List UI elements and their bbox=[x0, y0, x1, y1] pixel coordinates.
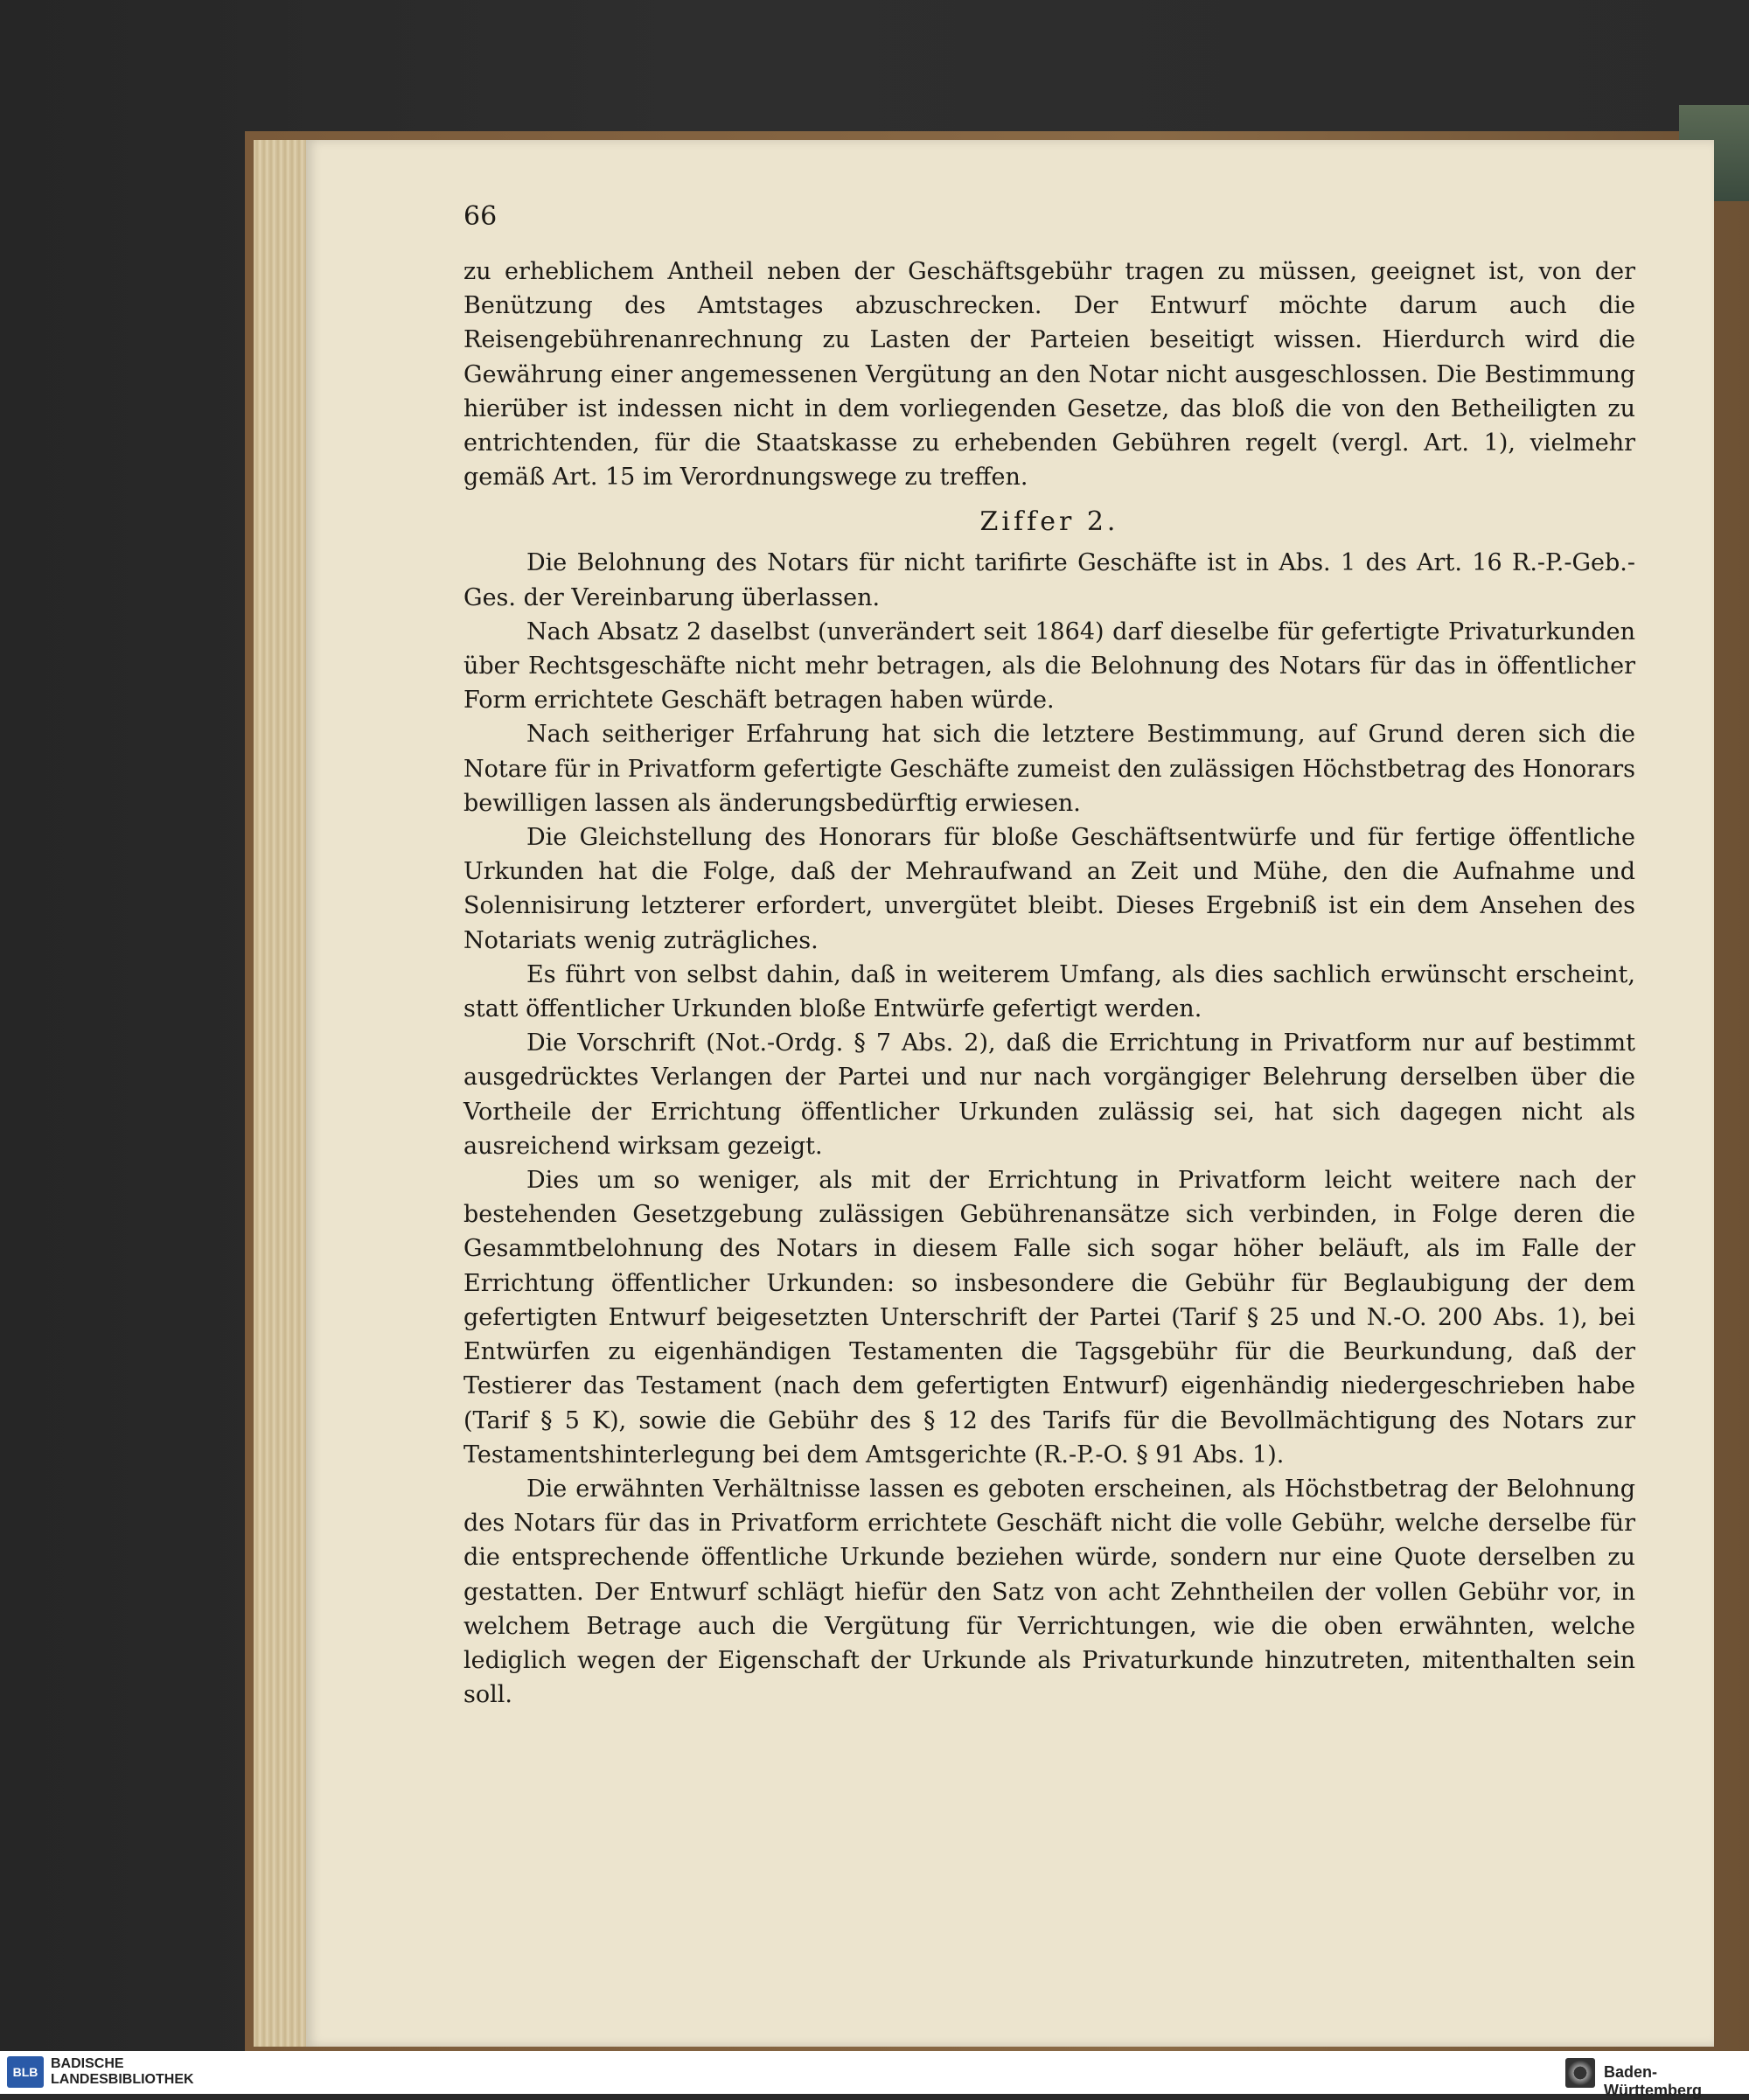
paragraph: Die Belohnung des Notars für nicht tarifirte Geschäfte ist in Abs. 1 des Art. 16 R.-P.-Geb.-Ges. der Vereinbarung überlassen. bbox=[463, 549, 1635, 611]
paragraph: Es führt von selbst dahin, daß in weiterem Umfang, als dies sachlich erwünscht erscheint, statt öffentlicher Urkunden bloße Entwürfe gefertigt werden. bbox=[463, 960, 1635, 1023]
paragraph: zu erheblichem Antheil neben der Geschäftsgebühr tragen zu müssen, geeignet ist, von der Benützung des Amtstages abzuschrecken. Der Entwurf möchte darum auch die Reisengebührenanrechnung zu Lasten der Parteien beseitigt wissen. Hierdurch wird die Gewährung einer angemessenen Vergütung an den Notar nicht ausgeschlossen. Die Bestimmung hierüber ist indessen nicht in dem vorliegenden Gesetze, das bloß die von den Betheiligten zu entrichtenden, für die Staatskasse zu erhebenden Gebühren regelt (vergl. Art. 1), vielmehr gemäß Art. 15 im Verordnungswege zu treffen. bbox=[463, 258, 1635, 492]
page-content bbox=[463, 201, 1635, 1712]
paragraph: Die Gleichstellung des Honorars für bloße Geschäftsentwürfe und für fertige öffentliche Urkunden hat die Folge, daß der Mehraufwand an Zeit und Mühe, den die Aufnahme und Solennisirung letzterer erfordert, unvergütet bleibt. Dieses Ergebniß ist ein dem Ansehen des Notariats wenig zuträgliches. bbox=[463, 824, 1635, 954]
footer-bar bbox=[0, 2051, 1749, 2099]
paragraph: Die erwähnten Verhältnisse lassen es geboten erscheinen, als Höchstbetrag der Belohnung des Notars für das in Privatform errichtete Geschäft nicht die volle Gebühr, welche derselbe für die entsprechende öffentliche Urkunde beziehen würde, sondern nur eine Quote derselben zu gestatten. Der Entwurf schlägt hiefür den Satz von acht Zehntheilen der vollen Gebühr vor, in welchem Betrage auch die Vergütung für Verrichtungen, wie die oben erwähnten, welche lediglich wegen der Eigenschaft der Urkunde als Privaturkunde hinzutreten, mitenthalten sein soll. bbox=[463, 1475, 1635, 1709]
paragraph: Nach Absatz 2 daselbst (unverändert seit 1864) darf dieselbe für gefertigte Privaturkunden über Rechtsgeschäfte nicht mehr betragen, als die Belohnung des Notars für das in öffentlicher Form errichtete Geschäft betragen haben würde. bbox=[463, 617, 1635, 715]
state-name: Baden-Württemberg bbox=[1604, 2063, 1702, 2099]
paragraph: Nach seitheriger Erfahrung hat sich die letztere Bestimmung, auf Grund deren sich die Notare für in Privatform gefertigte Geschäfte zumeist den zulässigen Höchstbetrag des Honorars bewilligen lassen als änderungsbedürftig erwiesen. bbox=[463, 721, 1635, 817]
page-number: 66 bbox=[463, 201, 498, 232]
blb-logo-icon[interactable]: BLB bbox=[7, 2056, 44, 2088]
paragraph: Dies um so weniger, als mit der Errichtung in Privatform leicht weitere nach der bestehenden Gesetzgebung zulässigen Gebührenansätze sich verbinden, in Folge deren die Gesammtbelohnung des Notars in diesem Falle sich sogar höher beläuft, als im Falle der Errichtung öffentlicher Urkunden: so insbesondere die Gebühr für Beglaubigung der dem gefertigten Entwurf beigesetzten Unterschrift der Partei (Tarif § 25 und N.-O. 200 Abs. 1), bei Entwürfen zu eigenhändigen Testamenten die Tagsgebühr für die Beurkundung, daß der Testierer das Testament (nach dem gefertigten Entwurf) eigenhändig niedergeschrieben habe (Tarif § 5 K), sowie die Gebühr des § 12 des Tarifs für die Bevollmächtigung des Notars zur Testamentshinterlegung bei dem Amtsgerichte (R.-P.-O. § 91 Abs. 1). bbox=[463, 1167, 1635, 1469]
paragraph: Die Vorschrift (Not.-Ordg. § 7 Abs. 2), daß die Errichtung in Privatform nur auf bestimmt ausgedrücktes Verlangen der Partei und nur nach vorgängiger Belehrung derselben über die Vortheile der Errichtung öffentlicher Urkunden zulässig sei, hat sich dagegen nicht als ausreichend wirksam gezeigt. bbox=[463, 1029, 1635, 1160]
baden-wuerttemberg-logo-icon[interactable] bbox=[1565, 2058, 1595, 2088]
section-heading: Ziffer 2. bbox=[979, 506, 1119, 538]
library-name: BADISCHE LANDESBIBLIOTHEK bbox=[51, 2056, 194, 2087]
